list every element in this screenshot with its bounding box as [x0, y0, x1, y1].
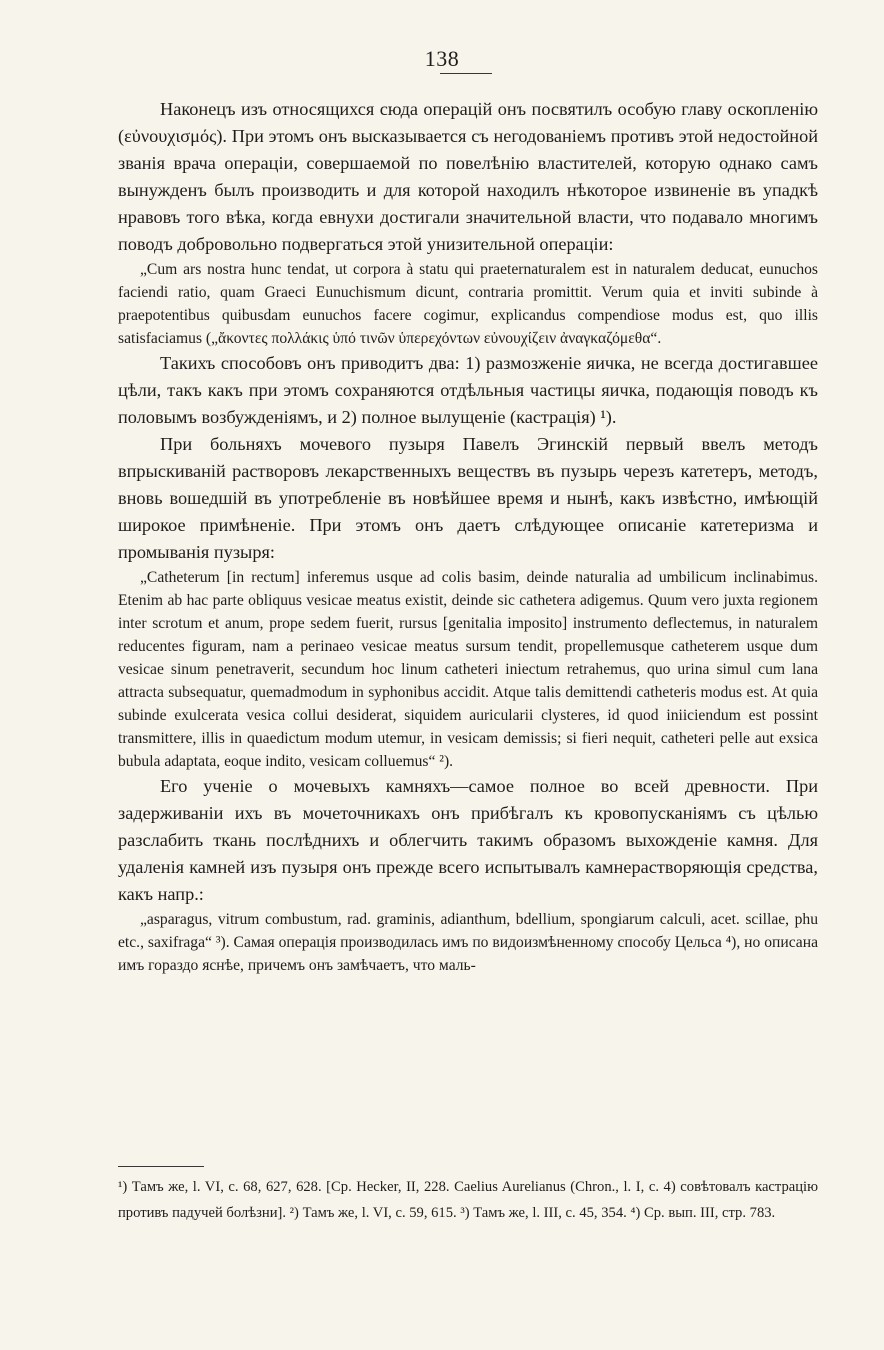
paragraph-bladder-catheter: При больняхъ мочевого пузыря Павелъ Эгинскій первый ввелъ методъ впрыскиваній растворовъ лекарственныхъ веществъ въ пузырь черезъ катетеръ, методъ, вновь вошедшій въ употребленіе въ новѣйшее время и нынѣ, какъ извѣстно, имѣющій широкое примѣненіе. При этомъ онъ даетъ слѣдующее описаніе катетеризма и промыванія пузыря: — [118, 434, 818, 562]
latin-quote-remedies: „asparagus, vitrum combustum, rad. graminis, adianthum, bdellium, spongiarum calculi, acet. scillae, phu etc., saxifraga“ ³). Самая операція производилась имъ по видоизмѣненному способу Цельса ⁴), но описана имъ гораздо яснѣе, причемъ онъ замѣчаетъ, что маль- — [118, 911, 818, 974]
footnotes — [118, 1174, 818, 1226]
paragraph-urinary-stones: Его ученіе о мочевыхъ камняхъ—самое полное во всей древности. При задерживаніи ихъ въ мочеточникахъ онъ прибѣгалъ къ кровопусканіямъ съ цѣлью разслабить ткань послѣднихъ и облегчить такимъ образомъ выхожденіе камня. Для удаленія камней изъ пузыря онъ прежде всего испытывалъ камнерастворяющія средства, какъ напр.: — [118, 776, 818, 904]
footnote-text: ¹) Тамъ же, l. VI, c. 68, 627, 628. [Ср. Hecker, II, 228. Caelius Aurelianus (Chron., l. I, c. 4) совѣтовалъ кастрацію противъ падучей болѣзни]. ²) Тамъ же, l. VI, c. 59, 615. ³) Тамъ же, l. III, c. 45, 354. ⁴) Ср. вып. III, стр. 783. — [118, 1179, 818, 1221]
latin-quote-catheterism: „Catheterum [in rectum] inferemus usque ad colis basim, deinde naturalia ad umbilicum inclinabimus. Etenim ab hac parte obliquus vesicae meatus existit, deinde sic cathetera adigemus. Quum vero juxta regionem inter scrotum et anum, prope sedem fuerit, rursus [genitalia imposito] instrumento deflectemus, in naturalem reducentes figuram, nam a perinaeo vesicae meatus sursum tendit, propellemusque catheterem usque dum vesicae sinum penetraverit, secundum hoc linum catheteri iniectum retrahemus, quo urina simul cum lana attracta subsequatur, quemadmodum in syphonibus accidit. Atque talis demittendi catheteris modus est. At quia subinde exulcerata vesica collui desiderat, siquidem auricularii clysteres, id quod iniiciendum est possint transmittere, illis in quaedictum modum utemur, in vesicam demissis; si fieri nequit, catheteri pelle aut exsica bubula adaptata, eoque indito, vesicam colluemus“ ²). — [118, 569, 818, 770]
body-text — [118, 96, 818, 985]
paragraph-castration: Наконецъ изъ относящихся сюда операцій онъ посвятилъ особую главу оскопленію (εὐνουχισμός). При этомъ онъ высказывается съ негодованіемъ противъ этой недостойной званія врача операціи, совершаемой по повелѣнію властителей, которую однако самъ вынужденъ былъ производить и для которой находилъ нѣкоторое извиненіе въ упадкѣ нравовъ того вѣка, когда евнухи достигали значительной власти, что подавало многимъ поводъ добровольно подвергаться этой унизительной операціи: — [118, 99, 818, 254]
footnote-separator — [118, 1166, 204, 1167]
page-number: 138 — [424, 46, 460, 71]
page-number-underline — [440, 73, 492, 74]
paragraph-castration-methods: Такихъ способовъ онъ приводитъ два: 1) размозженіе яичка, не всегда достигавшее цѣли, такъ какъ при этомъ сохраняются отдѣльныя частицы яичка, подающія поводъ къ половымъ возбужденіямъ, и 2) полное вылущеніе (кастрація) ¹). — [118, 353, 818, 427]
latin-quote-castration: „Cum ars nostra hunc tendat, ut corpora à statu qui praeternaturalem est in naturalem deducat, eunuchos faciendi ratio, quam Graeci Eunuchismum dicunt, contraria promittit. Verum quia et inviti subinde à praepotentibus quibusdam eunuchos facere cogimur, explicandus compendiose modus est, quo illis satisfaciamus („ἄκοντες πολλάκις ὑπό τινῶν ὑπερεχόντων εὐνουχίζειν ἀναγκαζόμεθα“. — [118, 261, 818, 347]
